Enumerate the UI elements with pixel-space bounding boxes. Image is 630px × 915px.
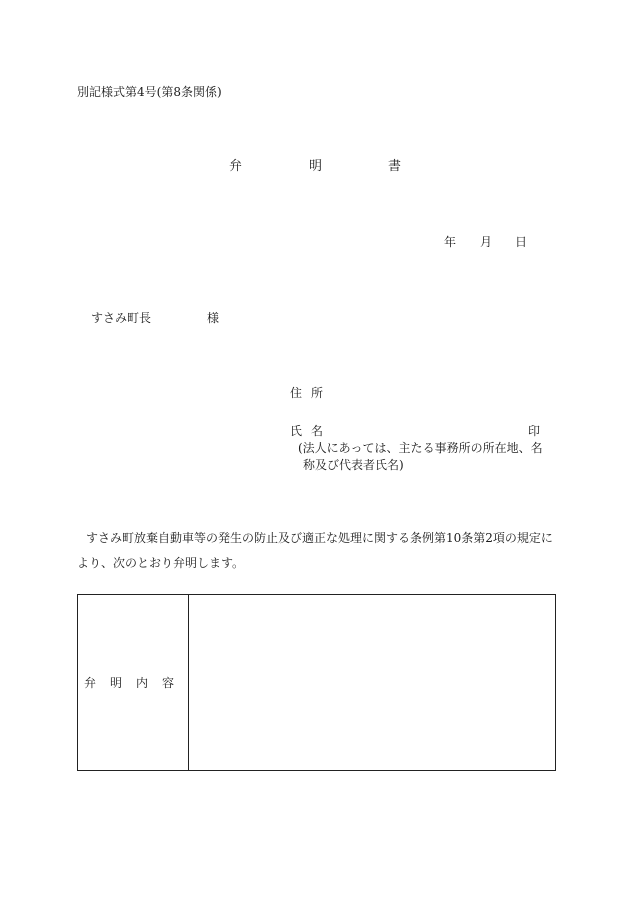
seal-label: 印	[528, 424, 541, 438]
document-title-char-2: 明	[309, 159, 323, 174]
date-year-label: 年	[444, 235, 457, 249]
explanation-content-cell[interactable]	[189, 595, 555, 770]
corporate-note-line-2: 称及び代表者氏名)	[303, 458, 404, 472]
addressee-honorific: 様	[207, 311, 220, 325]
addressee-name: すさみ町長	[91, 311, 152, 325]
document-title-char-3: 書	[388, 159, 402, 174]
date-month-label: 月	[480, 235, 493, 249]
explanation-table	[77, 594, 556, 771]
body-text-line-2: より、次のとおり弁明します。	[77, 556, 245, 570]
name-label: 氏名	[290, 424, 333, 438]
document-title-char-1: 弁	[229, 159, 243, 174]
explanation-label: 弁明内容	[84, 676, 189, 690]
body-text-line-1: すさみ町放棄自動車等の発生の防止及び適正な処理に関する条例第10条第2項の規定に	[86, 531, 553, 545]
address-label: 住所	[290, 386, 333, 400]
explanation-label-cell	[78, 595, 189, 770]
date-day-label: 日	[515, 235, 528, 249]
corporate-note-line-1: (法人にあっては、主たる事務所の所在地、名	[298, 441, 543, 455]
form-number: 別記様式第4号(第8条関係)	[77, 85, 222, 99]
